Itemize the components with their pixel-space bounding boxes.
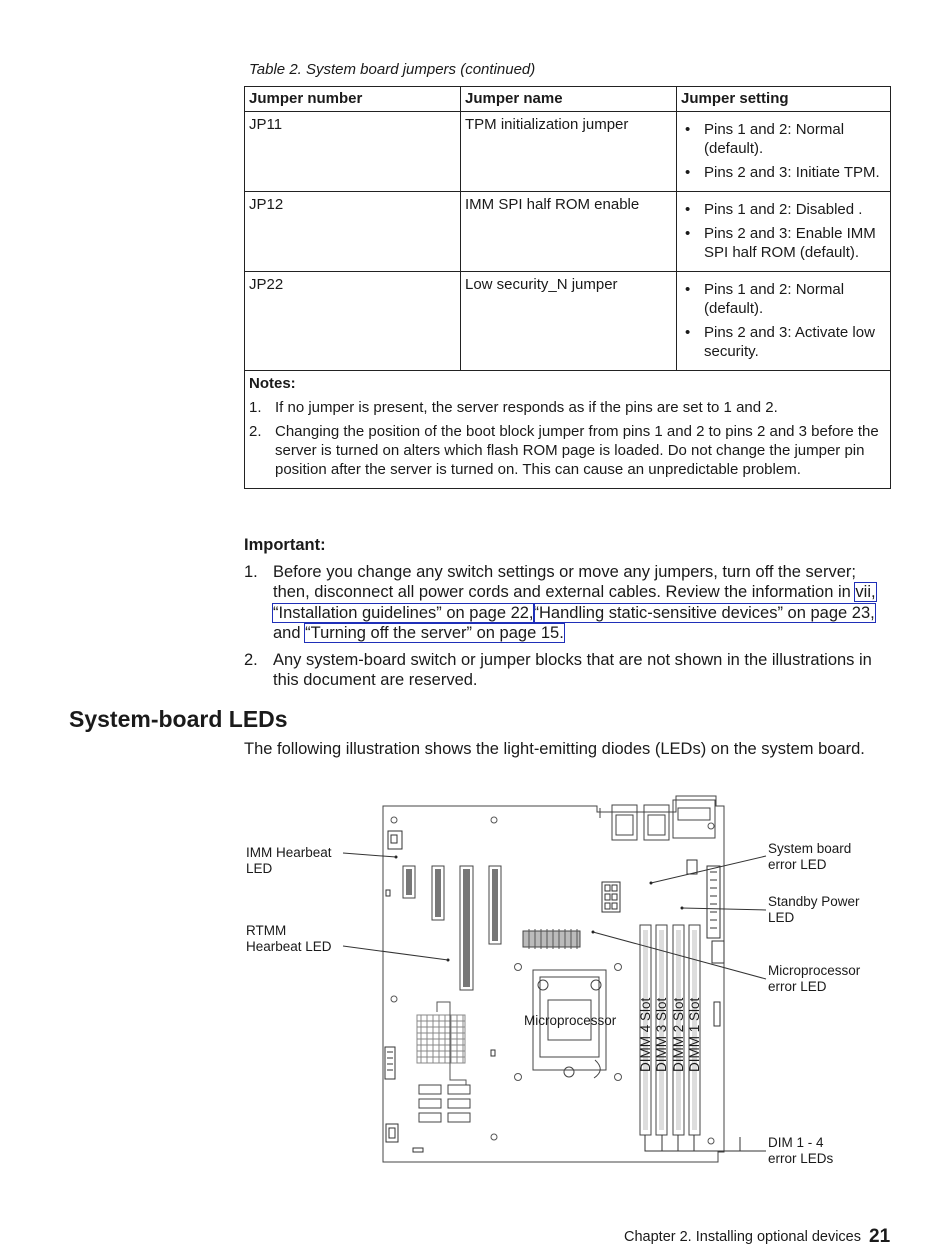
section-title: System-board LEDs bbox=[69, 706, 288, 732]
power-connector bbox=[602, 882, 620, 912]
item-number: 2. bbox=[244, 650, 258, 669]
jumper-name: IMM SPI half ROM enable bbox=[461, 192, 677, 272]
item-text: Any system-board switch or jumper blocks that are not shown in the illustrations in this document are reserved. bbox=[273, 650, 872, 689]
rear-connectors bbox=[600, 800, 715, 840]
label-microprocessor-error: Microprocessor bbox=[768, 963, 861, 978]
link-installation-guidelines[interactable]: “Installation guidelines” on page 22, bbox=[273, 603, 534, 622]
label-dimm-error-leds-2: error LEDs bbox=[768, 1151, 834, 1166]
label-system-board-error: System board bbox=[768, 841, 852, 856]
diagram-labels bbox=[246, 841, 861, 1166]
chipset-heatsink bbox=[523, 929, 580, 949]
header-jumper-setting: Jumper setting bbox=[677, 87, 891, 112]
setting-item: • Pins 1 and 2: Normal (default). bbox=[681, 280, 886, 318]
lower-heatsink bbox=[417, 1002, 466, 1085]
note-number: 1. bbox=[249, 399, 262, 416]
sata-ports bbox=[419, 1085, 470, 1122]
link-turning-off-server[interactable]: “Turning off the server” on page 15. bbox=[305, 624, 564, 642]
label-system-board-error-2: error LED bbox=[768, 857, 827, 872]
system-board-diagram bbox=[240, 790, 880, 1180]
label-imm-heartbeat: IMM Hearbeat bbox=[246, 845, 332, 860]
jumper-number: JP11 bbox=[245, 112, 461, 192]
label-rtmm: RTMM bbox=[246, 923, 287, 938]
table-row bbox=[245, 112, 891, 192]
setting-item: • Pins 2 and 3: Activate low security. bbox=[681, 323, 886, 361]
jumper-setting bbox=[677, 112, 891, 192]
label-standby-power-2: LED bbox=[768, 910, 795, 925]
jumper-name: Low security_N jumper bbox=[461, 272, 677, 371]
header-jumper-number: Jumper number bbox=[245, 87, 461, 112]
setting-item: • Pins 1 and 2: Disabled . bbox=[681, 200, 886, 219]
jumper-number: JP12 bbox=[245, 192, 461, 272]
item-number: 1. bbox=[244, 562, 258, 581]
notes-list bbox=[249, 398, 886, 479]
jumper-name: TPM initialization jumper bbox=[461, 112, 677, 192]
notes-cell bbox=[245, 371, 891, 489]
setting-item: • Pins 1 and 2: Normal (default). bbox=[681, 120, 886, 158]
notes-title: Notes: bbox=[249, 375, 296, 392]
label-microprocessor-error-2: error LED bbox=[768, 979, 827, 994]
label-dimm-error-leds: DIM 1 - 4 bbox=[768, 1135, 824, 1150]
note-item bbox=[249, 422, 886, 479]
setting-item: • Pins 2 and 3: Enable IMM SPI half ROM (default). bbox=[681, 224, 886, 262]
note-text: If no jumper is present, the server responds as if the pins are set to 1 and 2. bbox=[275, 399, 778, 416]
link-handling-static-sensitive[interactable]: “Handling static-sensitive devices” on page 23, bbox=[533, 603, 875, 622]
section-intro: The following illustration shows the light-emitting diodes (LEDs) on the system board. bbox=[244, 740, 865, 758]
label-standby-power: Standby Power bbox=[768, 894, 860, 909]
link-vii[interactable]: vii, bbox=[855, 583, 876, 601]
and-text: and bbox=[273, 624, 301, 642]
item-text: Before you change any switch settings or move any jumpers, turn off the server; then, disconnect all power cords and external cables. Review the information in bbox=[273, 562, 856, 601]
notes-row bbox=[245, 371, 891, 489]
table-row bbox=[245, 272, 891, 371]
table-header-row bbox=[245, 87, 891, 112]
label-dimm2-slot: DIMM 2 Slot bbox=[671, 997, 686, 1072]
note-number: 2. bbox=[249, 423, 262, 440]
important-list bbox=[244, 562, 892, 691]
label-dimm1-slot: DIMM 1 Slot bbox=[687, 997, 702, 1072]
label-rtmm-heartbeat: Hearbeat LED bbox=[246, 939, 332, 954]
page-number: 21 bbox=[869, 1226, 891, 1247]
jumper-setting bbox=[677, 192, 891, 272]
table-caption: Table 2. System board jumpers (continued) bbox=[249, 61, 536, 78]
important-item bbox=[244, 650, 892, 691]
important-title: Important: bbox=[244, 536, 326, 554]
important-block bbox=[244, 535, 892, 697]
note-item bbox=[249, 398, 886, 417]
setting-item: • Pins 2 and 3: Initiate TPM. bbox=[681, 163, 886, 182]
important-item bbox=[244, 562, 892, 644]
label-dimm4-slot: DIMM 4 Slot bbox=[638, 997, 653, 1072]
pcie-slots bbox=[403, 866, 501, 990]
label-imm-heartbeat-2: LED bbox=[246, 861, 273, 876]
note-text: Changing the position of the boot block jumper from pins 1 and 2 to pins 2 and 3 before the server is turned on alters which flash ROM page is loaded. Do not change the jumper pin position after the server is turned on. This can cause an unpredictable problem. bbox=[275, 423, 879, 478]
label-dimm3-slot: DIMM 3 Slot bbox=[654, 997, 669, 1072]
jumper-number: JP22 bbox=[245, 272, 461, 371]
label-microprocessor: Microprocessor bbox=[524, 1013, 617, 1028]
header-jumper-name: Jumper name bbox=[461, 87, 677, 112]
imm-connector bbox=[388, 831, 402, 849]
footer-chapter: Chapter 2. Installing optional devices bbox=[624, 1229, 861, 1245]
jumper-table bbox=[244, 86, 891, 489]
table-row bbox=[245, 192, 891, 272]
jumper-setting bbox=[677, 272, 891, 371]
